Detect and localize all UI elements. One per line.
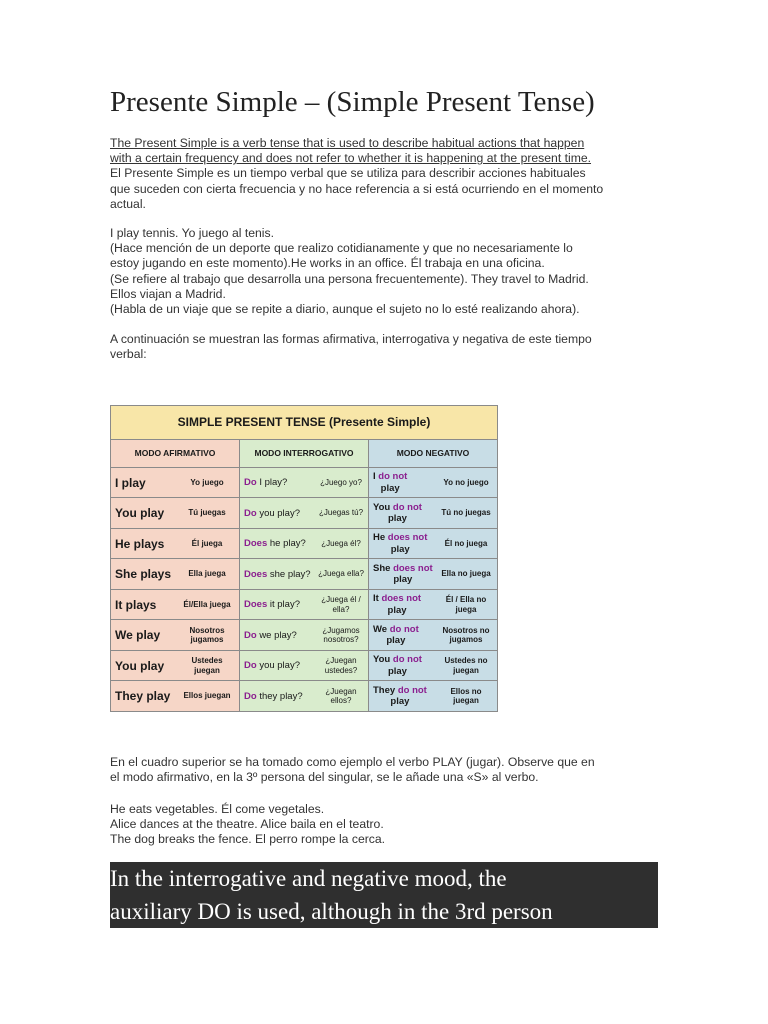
example-line: (Hace mención de un deporte que realizo cotidianamente y que no necesariamente lo xyxy=(110,241,573,256)
interrogative-rest: you play? xyxy=(259,507,300,519)
negative-es: Nosotros no jugamos xyxy=(442,625,490,645)
negative-auxiliary: does not xyxy=(381,593,422,605)
interrogative-cell xyxy=(240,528,369,558)
affirmative-cell xyxy=(111,498,240,528)
negative-en xyxy=(373,624,419,647)
interrogative-es: ¿Juego yo? xyxy=(320,477,362,487)
affirmative-cell xyxy=(111,468,240,498)
negative-subject: You xyxy=(373,654,391,666)
interrogative-cell xyxy=(240,650,369,680)
affirmative-es: Ellos juegan xyxy=(183,691,231,701)
note-line: el modo afirmativo, en la 3º persona del singular, se le añade una «S» al verbo. xyxy=(110,770,539,785)
page-title: Presente Simple – (Simple Present Tense) xyxy=(110,86,595,118)
affirmative-es: Ustedes juegan xyxy=(191,656,223,675)
interrogative-rest: they play? xyxy=(259,690,303,702)
interrogative-en xyxy=(244,508,300,519)
intro-en-line: The Present Simple is a verb tense that is used to describe habitual actions that happen xyxy=(110,136,585,150)
interrogative-cell xyxy=(240,468,369,498)
affirmative-es: Él juega xyxy=(191,538,223,548)
negative-verb: play xyxy=(387,665,407,677)
intro-paragraph xyxy=(110,136,655,212)
auxiliary-verb: Do xyxy=(244,629,257,641)
auxiliary-verb: Does xyxy=(244,568,268,580)
more-examples-paragraph xyxy=(110,802,655,848)
negative-cell xyxy=(369,650,498,680)
interrogative-cell xyxy=(240,589,369,619)
interrogative-en xyxy=(244,660,300,671)
continuation-line: verbal: xyxy=(110,347,147,362)
example-line: estoy jugando en este momento).He works in an office. Él trabaja en una oficina. xyxy=(110,256,545,271)
example-line: I play tennis. Yo juego al tenis. xyxy=(110,226,274,240)
affirmative-es: Nosotros jugamos xyxy=(189,625,225,645)
negative-es: Ustedes no juegan xyxy=(444,656,488,675)
interrogative-en xyxy=(244,599,300,610)
interrogative-cell xyxy=(240,681,369,712)
interrogative-en xyxy=(244,477,287,488)
interrogative-en xyxy=(244,569,311,580)
auxiliary-verb: Does xyxy=(244,538,268,550)
example-line: (Se refiere al trabajo que desarrolla una persona frecuentemente). They travel to Madrid. xyxy=(110,271,589,286)
intro-es-line: El Presente Simple es un tiempo verbal que se utiliza para describir acciones habituales xyxy=(110,166,586,181)
negative-es: Él no juega xyxy=(444,538,488,548)
interrogative-es: ¿Juegan ellos? xyxy=(325,686,357,706)
interrogative-es: ¿Jugamos nosotros? xyxy=(322,625,360,645)
affirmative-cell xyxy=(111,559,240,589)
negative-en xyxy=(373,471,407,494)
auxiliary-verb: Do xyxy=(244,507,257,519)
negative-auxiliary: do not xyxy=(378,471,408,483)
affirmative-es: Ella juega xyxy=(188,569,226,579)
interrogative-rest: you play? xyxy=(259,660,300,672)
negative-cell xyxy=(369,498,498,528)
negative-subject: We xyxy=(373,623,388,635)
negative-auxiliary: do not xyxy=(389,623,419,635)
affirmative-en: We play xyxy=(115,628,161,643)
negative-es: Yo no juego xyxy=(443,477,489,487)
negative-auxiliary: do not xyxy=(392,501,422,513)
interrogative-rest: he play? xyxy=(269,538,306,550)
table-row xyxy=(111,559,498,589)
interrogative-cell xyxy=(240,620,369,650)
interrogative-rest: it play? xyxy=(269,599,300,611)
example-line: (Habla de un viaje que se repite a diario, aunque el sujeto no lo esté realizando ahora). xyxy=(110,302,580,317)
example-line: Ellos viajan a Madrid. xyxy=(110,286,226,301)
affirmative-cell xyxy=(111,528,240,558)
negative-verb: play xyxy=(393,574,413,586)
negative-en xyxy=(373,532,427,555)
table-row xyxy=(111,468,498,498)
interrogative-rest: she play? xyxy=(269,568,311,580)
more-example-line: He eats vegetables. Él come vegetales. xyxy=(110,802,325,816)
negative-verb: play xyxy=(387,604,407,616)
negative-subject: You xyxy=(373,501,391,513)
header-affirmative: MODO AFIRMATIVO xyxy=(111,439,240,467)
interrogative-en xyxy=(244,691,303,702)
interrogative-es: ¿Juegan ustedes? xyxy=(324,656,358,675)
negative-subject: I xyxy=(373,471,376,483)
negative-en xyxy=(373,654,422,677)
negative-cell xyxy=(369,468,498,498)
negative-subject: It xyxy=(373,593,379,605)
intro-en-line: with a certain frequency and does not refer to whether it is happening at the present time. xyxy=(110,151,592,166)
table-title: SIMPLE PRESENT TENSE (Presente Simple) xyxy=(111,406,498,440)
negative-en xyxy=(373,563,433,586)
auxiliary-verb: Does xyxy=(244,599,268,611)
affirmative-en: She plays xyxy=(115,567,172,582)
table-row xyxy=(111,498,498,528)
interrogative-es: ¿Juega ella? xyxy=(318,569,364,579)
negative-cell xyxy=(369,528,498,558)
interrogative-es: ¿Juega él / ella? xyxy=(321,595,361,614)
table-row xyxy=(111,681,498,712)
negative-subject: He xyxy=(373,532,386,544)
affirmative-en: You play xyxy=(115,506,165,521)
banner-line: auxiliary DO is used, although in the 3rd person xyxy=(110,899,553,924)
negative-cell xyxy=(369,620,498,650)
negative-auxiliary: do not xyxy=(392,654,422,666)
negative-verb: play xyxy=(390,696,410,708)
affirmative-cell xyxy=(111,589,240,619)
negative-cell xyxy=(369,589,498,619)
interrogative-rest: I play? xyxy=(259,477,288,489)
more-example-line: Alice dances at the theatre. Alice baila en el teatro. xyxy=(110,817,384,832)
affirmative-en: They play xyxy=(115,689,171,704)
table-row xyxy=(111,528,498,558)
negative-en xyxy=(373,502,422,525)
affirmative-es: Tú juegas xyxy=(188,508,226,518)
highlight-banner xyxy=(110,862,658,928)
interrogative-cell xyxy=(240,498,369,528)
negative-cell xyxy=(369,559,498,589)
affirmative-en: You play xyxy=(115,658,165,673)
affirmative-cell xyxy=(111,620,240,650)
affirmative-es: Él/Ella juega xyxy=(183,599,231,609)
affirmative-es: Yo juego xyxy=(190,477,224,487)
intro-es-line: que suceden con cierta frecuencia y no hace referencia a si está ocurriendo en el momento xyxy=(110,181,604,196)
negative-es: Él / Ella no juega xyxy=(445,595,487,614)
interrogative-en xyxy=(244,538,306,549)
negative-en xyxy=(373,685,427,708)
interrogative-en xyxy=(244,630,297,641)
negative-subject: They xyxy=(373,684,396,696)
continuation-line: A continuación se muestran las formas afirmativa, interrogativa y negativa de este tiempo xyxy=(110,332,592,346)
negative-verb: play xyxy=(387,513,407,525)
table-row xyxy=(111,589,498,619)
negative-es: Ella no juega xyxy=(441,569,491,579)
interrogative-es: ¿Juega él? xyxy=(321,538,361,548)
note-line: En el cuadro superior se ha tomado como ejemplo el verbo PLAY (jugar). Observe que en xyxy=(110,755,595,769)
negative-verb: play xyxy=(380,482,400,494)
negative-auxiliary: does not xyxy=(393,562,433,574)
examples-paragraph xyxy=(110,226,655,317)
table-row xyxy=(111,650,498,680)
more-example-line: The dog breaks the fence. El perro rompe la cerca. xyxy=(110,832,386,847)
negative-en xyxy=(373,593,421,616)
auxiliary-verb: Do xyxy=(244,477,257,489)
continuation-paragraph xyxy=(110,332,655,362)
negative-auxiliary: does not xyxy=(387,532,428,544)
auxiliary-verb: Do xyxy=(244,690,257,702)
interrogative-rest: we play? xyxy=(259,629,297,641)
affirmative-cell xyxy=(111,681,240,712)
affirmative-en: He plays xyxy=(115,536,165,551)
negative-auxiliary: do not xyxy=(397,684,427,696)
header-interrogative: MODO INTERROGATIVO xyxy=(240,439,369,467)
interrogative-es: ¿Juegas tú? xyxy=(318,508,364,518)
banner-line: In the interrogative and negative mood, the xyxy=(110,866,507,891)
negative-es: Tú no juegas xyxy=(441,508,491,518)
simple-present-table xyxy=(110,405,498,712)
affirmative-cell xyxy=(111,650,240,680)
header-negative: MODO NEGATIVO xyxy=(369,439,498,467)
interrogative-cell xyxy=(240,559,369,589)
negative-verb: play xyxy=(386,635,406,647)
negative-subject: She xyxy=(373,562,391,574)
negative-cell xyxy=(369,681,498,712)
table-row xyxy=(111,620,498,650)
negative-es: Ellos no juegan xyxy=(450,686,482,706)
auxiliary-verb: Do xyxy=(244,660,257,672)
affirmative-en: It plays xyxy=(115,597,157,612)
negative-verb: play xyxy=(390,543,410,555)
intro-es-line: actual. xyxy=(110,196,146,211)
affirmative-en: I play xyxy=(115,475,146,490)
note-paragraph xyxy=(110,755,655,785)
